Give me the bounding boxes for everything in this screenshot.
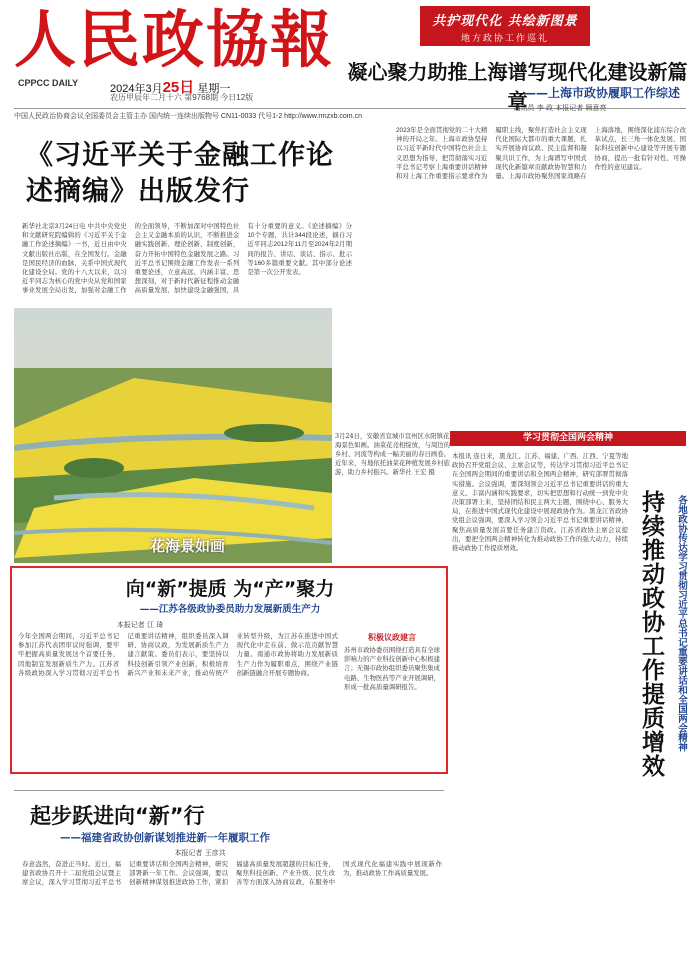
- lead-story-body: 2023年是全面贯彻党的二十大精神的开局之年。上海市政协坚持以习近平新时代中国特色社会主义思想为指导，把贯彻落实习近平总书记考察上海重要讲话精神和对上海工作重要指示要求作为履职主线，聚焦打造社会主义现代化国际大都市的重大课题，扎实开展协商议政、民主监督和凝聚共识工作，为上海谱写中国式现代化新篇章贡献政协智慧和力量。上海市政协聚焦国家战略在上海落地，围绕深化浦东综合改革试点、长三角一体化发展、国际科技创新中心建设等开展专题协商，提出一批有针对性、可操作性的意见建议。: [396, 127, 686, 181]
- headline-body: 新华社北京3月24日电 中共中央党史和文献研究院编辑的《习近平关于金融工作论述摘编》一书，近日由中央文献出版社出版，在全国发行。金融是国民经济的血脉，关系中国式现代化建设全局。党的十八大以来，以习近平同志为核心的党中央从党和国家事业发展全局出发，加强对金融工作的全面领导，不断加深对中国特色社会主义金融本质的认识，不断推进金融实践创新、理论创新、制度创新，奋力开拓中国特色金融发展之路。习近平总书记围绕金融工作发表一系列重要论述，立意高远、内涵丰富、思想深刻，对于新时代新征程推动金融高质量发展、加快建设金融强国，具有十分重要的意义。《论述摘编》分10个专题，共计344段论述，摘自习近平同志2012年11月至2024年2月期间的报告、讲话、谈话、指示、批示等160多篇重要文献。其中部分论述是第一次公开发表。: [22, 223, 352, 295]
- info-line: 中国人民政治协商会议全国委员会主管主办 国内统一连续出版物号 CN11-0033 代号1-2 http://www.rmzxb.com.cn: [14, 113, 362, 120]
- lead-story-byline: 通讯员 李 政 本报记者 顾意亮: [513, 104, 607, 112]
- second-story-title: 起步跃进向“新”行: [30, 804, 205, 828]
- vertical-story-body: 本报讯 连日来，黑龙江、江苏、福建、广西、江西、宁夏等地政协召开党组会议、主席会议等，传达学习贯彻习近平总书记在全国两会期间的重要讲话和全国两会精神，研究部署贯彻落实措施。会议强调，要深刻领会习近平总书记重要讲话的重大意义、丰富内涵和实践要求，切实把思想和行动统一到党中央决策部署上来，坚持团结和民主两大主题，围绕中心、服务大局，在推进中国式现代化建设中展现政协作为。黑龙江省政协党组会议强调，要深入学习领会习近平总书记重要讲话精神，聚焦高质量发展首要任务建言资政。江苏省政协主席会议提出，要把全国两会精神转化为推动政协工作的强大动力，持续推动政协工作提质增效。: [452, 453, 628, 553]
- boxed-sidebar-title: 积极议政建言: [368, 632, 416, 642]
- banner-title: 共护现代化 共绘新图景: [432, 14, 578, 29]
- photo-label: 花海景如画: [150, 537, 226, 555]
- photo-caption: 3月24日，安徽省宣城市宣州区水阳镇花海景色如画。油菜花竞相绽放，与周边的乡村、河流等构成一幅美丽的春日画卷。近年来，当地依托油菜花种植发展乡村旅游，助力乡村振兴。新华社 王宏 摄: [335, 432, 451, 476]
- masthead-english: CPPCC DAILY: [18, 78, 79, 88]
- lead-story-title: 凝心聚力助推上海谱写现代化建设新篇章: [347, 60, 688, 113]
- second-story-body: 春意盎然，奋进正当时。近日，福建省政协召开十二届党组会议暨主席会议，深入学习贯彻习近平总书记重要讲话和全国两会精神，研究部署新一年工作。会议强调，要以创新精神谋划推进政协工作，紧扣福建高质量发展超越的目标任务，聚焦科技创新、产业升级、民生改善等方面深入协商议政，在服务中国式现代化福建实践中展现新作为，推动政协工作高质量发展。: [22, 861, 442, 887]
- boxed-sidebar-body: 苏州市政协委员围绕打造具有全球影响力的产业科技创新中心积极建言；无锡市政协组织委员聚焦集成电路、生物医药等产业开展调研，形成一批高质量调研报告。: [344, 647, 440, 691]
- boxed-story-subtitle: ——江苏各级政协委员助力发展新质生产力: [139, 604, 321, 615]
- second-story-subtitle: ——福建省政协创新谋划推进新一年履职工作: [60, 832, 270, 844]
- boxed-story-title: 向“新”提质 为“产”聚力: [125, 578, 335, 600]
- weekday: 星期一: [197, 83, 231, 95]
- flower-field-photo: [14, 308, 332, 563]
- lead-story-subtitle: ——上海市政协履职工作综述: [523, 86, 680, 100]
- boxed-story-byline: 本报记者 江 琦: [116, 621, 164, 629]
- banner: [420, 6, 590, 46]
- section-divider: [14, 790, 444, 791]
- second-story-byline: 本报记者 王彦共: [174, 849, 226, 857]
- lunar-date: 农历甲辰年二月十六 第9768期 今日12版: [110, 93, 254, 102]
- banner-sub: 地方政协工作巡礼: [460, 34, 549, 44]
- boxed-story-body: 今年全国两会期间，习近平总书记参加江苏代表团审议时强调，要牢牢把握高质量发展这个首要任务，因地制宜发展新质生产力。江苏省各级政协深入学习贯彻习近平总书记重要讲话精神，组织委员深入调研、协商议政，为发展新质生产力建言献策。委员们表示，要坚持以科技创新引领产业创新，积极培育新兴产业和未来产业，推动传统产业转型升级，为江苏在推进中国式现代化中走在前、做示范贡献智慧力量。南通市政协将助力发展新质生产力作为履职重点，围绕产业链创新链融合开展专题协商。: [18, 633, 338, 677]
- vertical-story-title: 持续推动政协工作提质增效: [638, 490, 664, 778]
- date-day: 25日: [162, 79, 195, 96]
- headline-title: 《习近平关于金融工作论述摘编》出版发行: [26, 140, 334, 207]
- masthead-logo: 人民政協報: [14, 3, 335, 76]
- vertical-story-subtitle: 各地政协传达学习贯彻习近平总书记重要讲话和全国两会精神: [676, 495, 687, 752]
- date-prefix: 2024年3月: [110, 83, 163, 95]
- section-bar: 学习贯彻全国两会精神: [450, 431, 686, 446]
